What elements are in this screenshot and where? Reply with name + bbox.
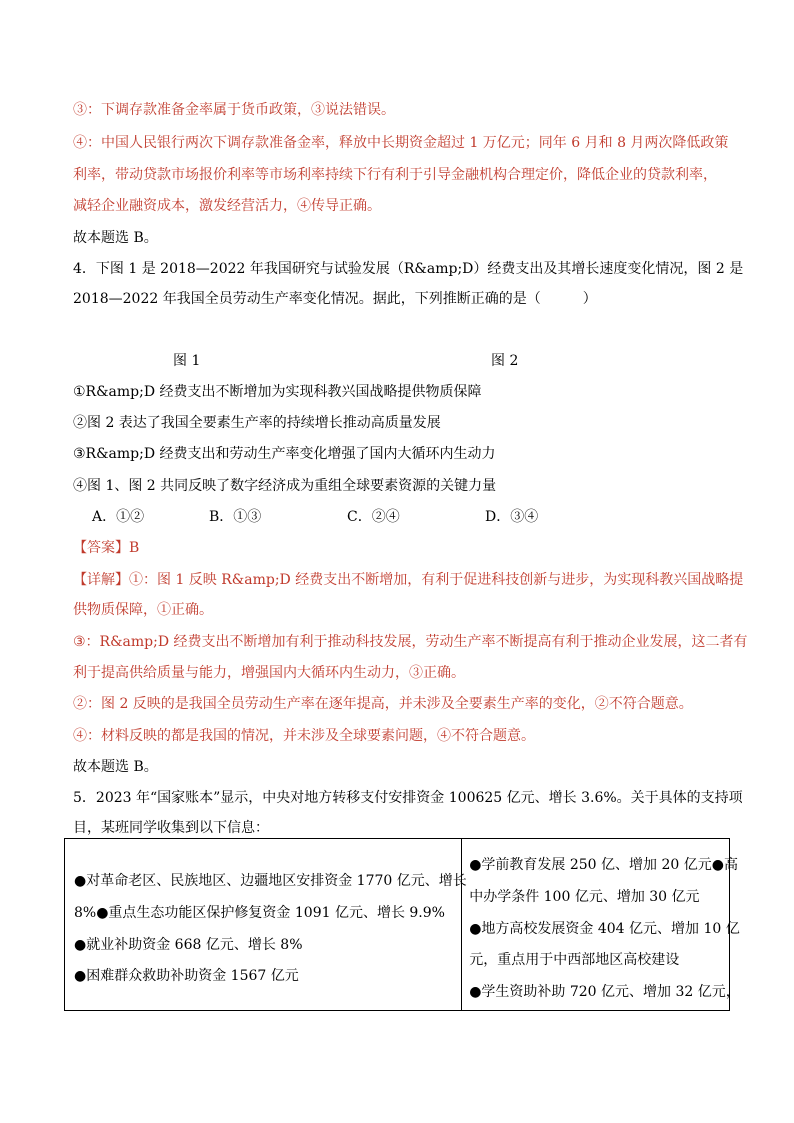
q4-detail-line2: 供物质保障，①正确。	[73, 602, 213, 618]
figure-1-caption: 图 1	[173, 353, 201, 369]
right-cell-line-5: ●学生资助补助 720 亿元、增加 32 亿元，	[469, 984, 740, 1000]
right-cell-line-1: ●学前教育发展 250 亿、增加 20 亿元●高	[469, 857, 738, 873]
q4-detail-line5: ②：图 2 反映的是我国全员劳动生产率在逐年提高，并未涉及全要素生产率的变化，②不符合题意。	[73, 696, 693, 712]
q5-stem-line1: 5．2023 年“国家账本”显示，中央对地方转移支付安排资金 100625 亿元、增长 3.6%。关于具体的支持项	[73, 790, 743, 806]
q5-info-left-cell	[65, 839, 467, 1011]
q4-answer: 【答案】B	[73, 540, 140, 556]
q5-info-right-cell	[462, 839, 740, 1011]
q4-statement-1: ①R&amp;D 经费支出不断增加为实现科教兴国战略提供物质保障	[73, 384, 482, 400]
left-cell-line-1: ●对革命老区、民族地区、边疆地区安排资金 1770 亿元、增长	[74, 873, 467, 889]
q4-statement-2: ②图 2 表达了我国全要素生产率的持续增长推动高质量发展	[73, 415, 441, 431]
analysis-item-3: ③：下调存款准备金率属于货币政策，③说法错误。	[73, 102, 395, 118]
q4-stem-line2: 2018—2022 年我国全员劳动生产率变化情况。据此，下列推断正确的是（ ）	[73, 291, 597, 307]
conclusion-q3: 故本题选 B。	[73, 230, 158, 246]
q4-statement-3: ③R&amp;D 经费支出和劳动生产率变化增强了国内大循环内生动力	[73, 446, 496, 462]
q5-stem-line2: 目，某班同学收集到以下信息：	[73, 820, 269, 836]
q4-option-c: C．②④	[347, 509, 400, 525]
analysis-item-4-line3: 减轻企业融资成本，激发经营活力，④传导正确。	[73, 198, 381, 214]
analysis-item-4-line2: 利率，带动贷款市场报价利率等市场利率持续下行有利于引导金融机构合理定价，降低企业的贷款利率，	[73, 167, 717, 183]
q4-option-b: B．①③	[209, 509, 262, 525]
q4-option-a: A．①②	[92, 509, 145, 525]
analysis-item-4-line1: ④：中国人民银行两次下调存款准备金率，释放中长期资金超过 1 万亿元；同年 6 月和 8 月两次降低政策	[73, 135, 729, 151]
left-cell-line-4: ●困难群众救助补助资金 1567 亿元	[74, 968, 299, 984]
q4-statement-4: ④图 1、图 2 共同反映了数字经济成为重组全球要素资源的关键力量	[73, 478, 497, 494]
q4-option-d: D．③④	[485, 509, 539, 525]
right-cell-line-4: 元，重点用于中西部地区高校建设	[469, 952, 680, 968]
left-cell-line-2: 8%●重点生态功能区保护修复资金 1091 亿元、增长 9.9%	[74, 905, 445, 921]
q4-detail-line6: ④：材料反映的都是我国的情况，并未涉及全球要素问题，④不符合题意。	[73, 728, 535, 744]
left-cell-line-3: ●就业补助资金 668 亿元、增长 8%	[74, 937, 303, 953]
right-cell-line-3: ●地方高校发展资金 404 亿元、增加 10 亿	[469, 921, 740, 937]
q4-detail-line4: 利于提高供给质量与能力，增强国内大循环内生动力，③正确。	[73, 665, 465, 681]
q5-info-table	[64, 838, 740, 1011]
q4-stem-line1: 4．下图 1 是 2018—2022 年我国研究与试验发展（R&amp;D）经费支出及其增长速度变化情况，图 2 是	[73, 261, 744, 277]
q4-detail-line3: ③：R&amp;D 经费支出不断增加有利于推动科技发展，劳动生产率不断提高有利于推动企业发展，这二者有	[73, 634, 748, 650]
figure-2-caption: 图 2	[491, 353, 519, 369]
q4-detail-line1: 【详解】①：图 1 反映 R&amp;D 经费支出不断增加，有利于促进科技创新与进步，为实现科教兴国战略提	[73, 572, 744, 588]
conclusion-q4: 故本题选 B。	[73, 759, 158, 775]
right-cell-line-2: 中办学条件 100 亿元、增加 30 亿元	[469, 889, 700, 905]
